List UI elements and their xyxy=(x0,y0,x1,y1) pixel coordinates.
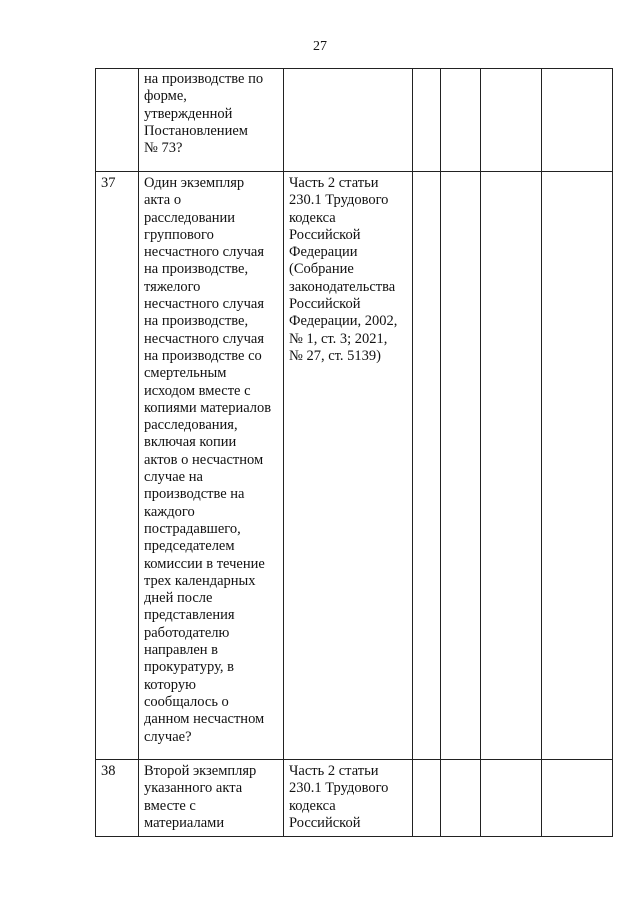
notes-cell xyxy=(542,69,613,172)
answer-cell-no xyxy=(441,172,481,760)
notes-cell xyxy=(542,172,613,760)
answer-cell-yes xyxy=(413,69,441,172)
requirement-text: Один экземпляр акта о расследовании группового несчастного случая на производстве, тяжелого несчастного случая на производстве, несчастного случая на производстве со смертельным исходом вместе с копиями материалов расследования, включая копии актов о несчастном случае на производстве на каждого пострадавшего, председателем комиссии в течение трех календарных дней после представления работодателю направлен в прокуратуру, в которую сообщалось о данном несчастном случае? xyxy=(139,172,284,760)
page-number: 27 xyxy=(313,39,327,54)
row-number: 38 xyxy=(96,760,139,837)
legal-reference: Часть 2 статьи 230.1 Трудового кодекса Российской Федерации (Собрание законодательства Российской Федерации, 2002, № 1, ст. 3; 2021, № 27, ст. 5139) xyxy=(284,172,413,760)
row-number xyxy=(96,69,139,172)
legal-reference: Часть 2 статьи 230.1 Трудового кодекса Российской xyxy=(284,760,413,837)
checklist-table xyxy=(95,68,613,837)
answer-cell-na xyxy=(481,172,542,760)
table-row xyxy=(96,69,613,172)
answer-cell-na xyxy=(481,760,542,837)
requirement-text: на производстве по форме, утвержденной Постановлением № 73? xyxy=(139,69,284,172)
answer-cell-no xyxy=(441,69,481,172)
answer-cell-no xyxy=(441,760,481,837)
table-row xyxy=(96,172,613,760)
answer-cell-yes xyxy=(413,172,441,760)
notes-cell xyxy=(542,760,613,837)
answer-cell-na xyxy=(481,69,542,172)
answer-cell-yes xyxy=(413,760,441,837)
row-number: 37 xyxy=(96,172,139,760)
requirement-text: Второй экземпляр указанного акта вместе с материалами xyxy=(139,760,284,837)
legal-reference xyxy=(284,69,413,172)
table-row xyxy=(96,760,613,837)
